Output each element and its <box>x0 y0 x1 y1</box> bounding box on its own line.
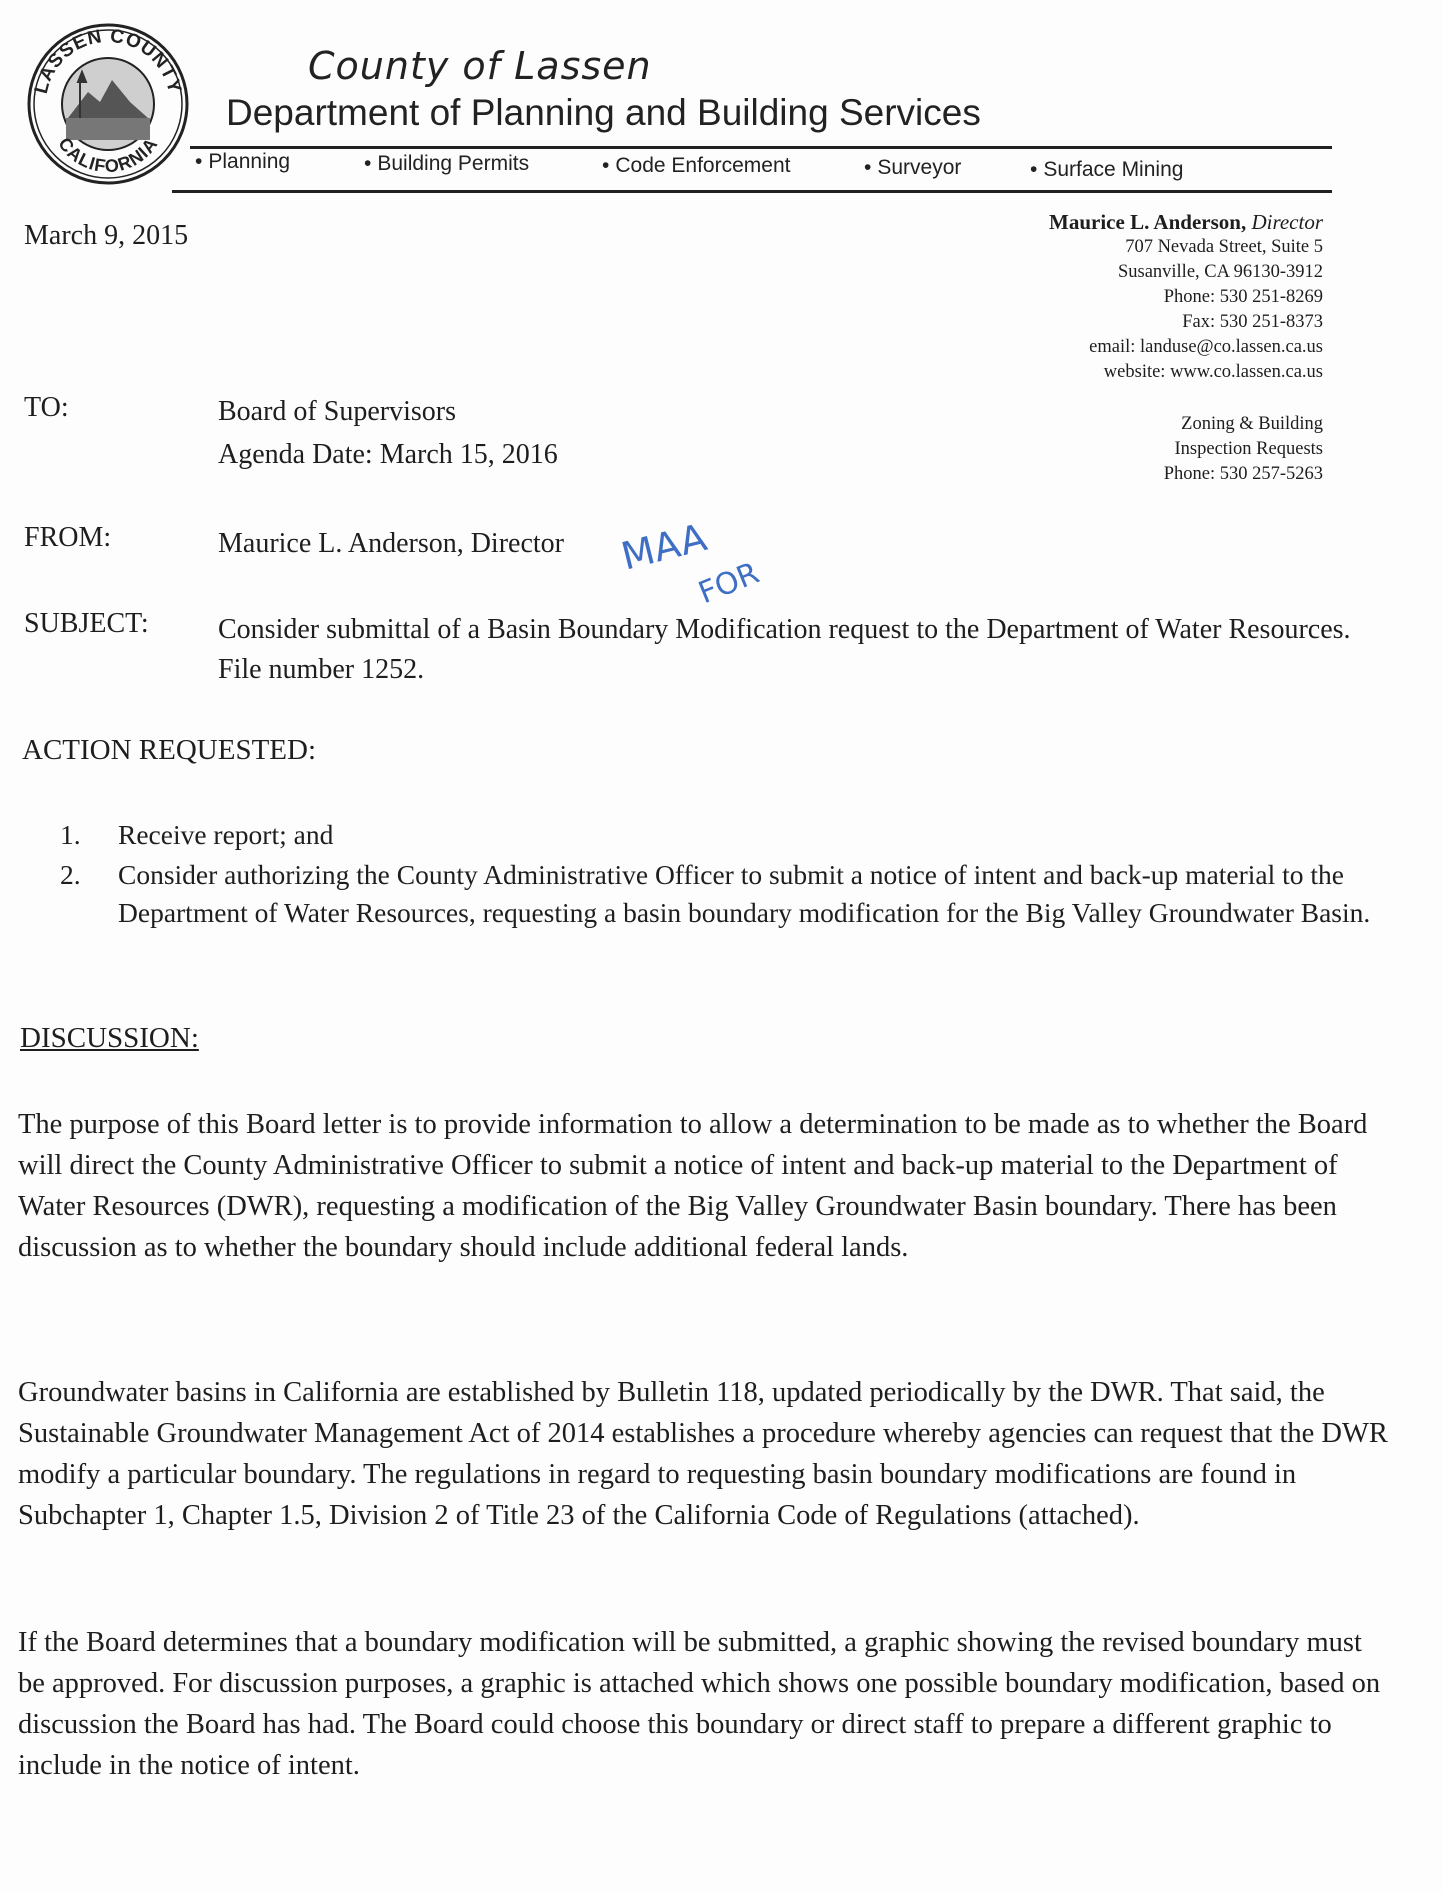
action-requested-heading: ACTION REQUESTED: <box>22 734 317 766</box>
zoning-line-2: Inspection Requests <box>1174 439 1323 459</box>
director-line: Maurice L. Anderson, Director <box>1049 210 1323 234</box>
service-building-permits: • Building Permits <box>364 152 530 175</box>
list-item-number: 1. <box>60 819 81 850</box>
discussion-paragraph-1: The purpose of this Board letter is to provide information to allow a determination to be made as to whether the Board will direct the County Administrative Officer to submit a notice of intent and back-up material to the Department of Water Resources (DWR), requesting a modification of the Big Valley Groundwater Basin boundary. There has been discussion as to whether the boundary should include additional federal lands. <box>18 1109 1368 1263</box>
seal-top-text: LASSEN COUNTY <box>30 25 186 96</box>
zoning-line-1: Zoning & Building <box>1181 414 1323 434</box>
subject-label: SUBJECT: <box>24 608 149 639</box>
discussion-paragraph-3: If the Board determines that a boundary modification will be submitted, a graphic showing the revised boundary must be approved. For discussion purposes, a graphic is attached which shows one possible boundary modification, based on discussion the Board has had. The Board could choose this boundary or direct staff to prepare a different graphic to include in the notice of intent. <box>18 1627 1381 1781</box>
zoning-block <box>1164 412 1323 487</box>
services-divider <box>172 190 1332 193</box>
list-item-text: Consider authorizing the County Administrative Officer to submit a notice of intent and back-up material to the Department of Water Resources, requesting a basin boundary modification for the Big Valley Groundwater Basin. <box>118 859 1371 928</box>
discussion-paragraph-2: Groundwater basins in California are established by Bulletin 118, updated periodically by the DWR. That said, the Sustainable Groundwater Management Act of 2014 establishes a procedure whereby agencies can request that the DWR modify a particular boundary. The regulations in regard to requesting basin boundary modifications are found in Subchapter 1, Chapter 1.5, Division 2 of Title 23 of the California Code of Regulations (attached). <box>18 1377 1388 1531</box>
to-label: TO: <box>24 392 69 423</box>
service-code-enforcement: • Code Enforcement <box>602 154 791 177</box>
list-item <box>60 856 1380 932</box>
county-name: County of Lassen <box>308 44 652 88</box>
fax-line: Fax: 530 251-8373 <box>1182 312 1323 332</box>
department-name: Department of Planning and Building Services <box>226 92 981 133</box>
discussion-heading: DISCUSSION: <box>20 1022 199 1054</box>
handwritten-initials-text: MAA <box>616 515 711 579</box>
service-surface-mining: • Surface Mining <box>1030 158 1184 181</box>
county-seal-icon <box>26 22 190 186</box>
from-label: FROM: <box>24 522 112 553</box>
list-item-number: 2. <box>60 859 81 890</box>
contact-block <box>1049 210 1323 385</box>
phone-line: Phone: 530 251-8269 <box>1163 287 1323 307</box>
service-surveyor: • Surveyor <box>864 156 962 179</box>
email-line: email: landuse@co.lassen.ca.us <box>1089 337 1323 357</box>
subject-value: Consider submittal of a Basin Boundary Modification request to the Department of Water Resources. File number 1252. <box>218 614 1351 685</box>
list-item-text: Receive report; and <box>118 819 334 850</box>
handwritten-initials <box>612 500 812 620</box>
website-line: website: www.co.lassen.ca.us <box>1103 362 1323 382</box>
address-line-1: 707 Nevada Street, Suite 5 <box>1125 237 1323 257</box>
list-item <box>60 816 1380 854</box>
service-planning: • Planning <box>195 150 291 173</box>
from-value: Maurice L. Anderson, Director <box>218 528 564 559</box>
handwritten-for-text: FOR <box>693 555 765 612</box>
to-line-2: Agenda Date: March 15, 2016 <box>218 439 558 470</box>
header-divider <box>190 146 1332 149</box>
letter-date: March 9, 2015 <box>24 220 189 251</box>
address-line-2: Susanville, CA 96130-3912 <box>1117 262 1323 282</box>
zoning-phone: Phone: 530 257-5263 <box>1163 464 1323 484</box>
seal-bottom-text: CALIFORNIA <box>54 133 162 177</box>
action-list <box>60 816 1380 934</box>
to-value <box>218 390 558 476</box>
to-line-1: Board of Supervisors <box>218 396 456 427</box>
